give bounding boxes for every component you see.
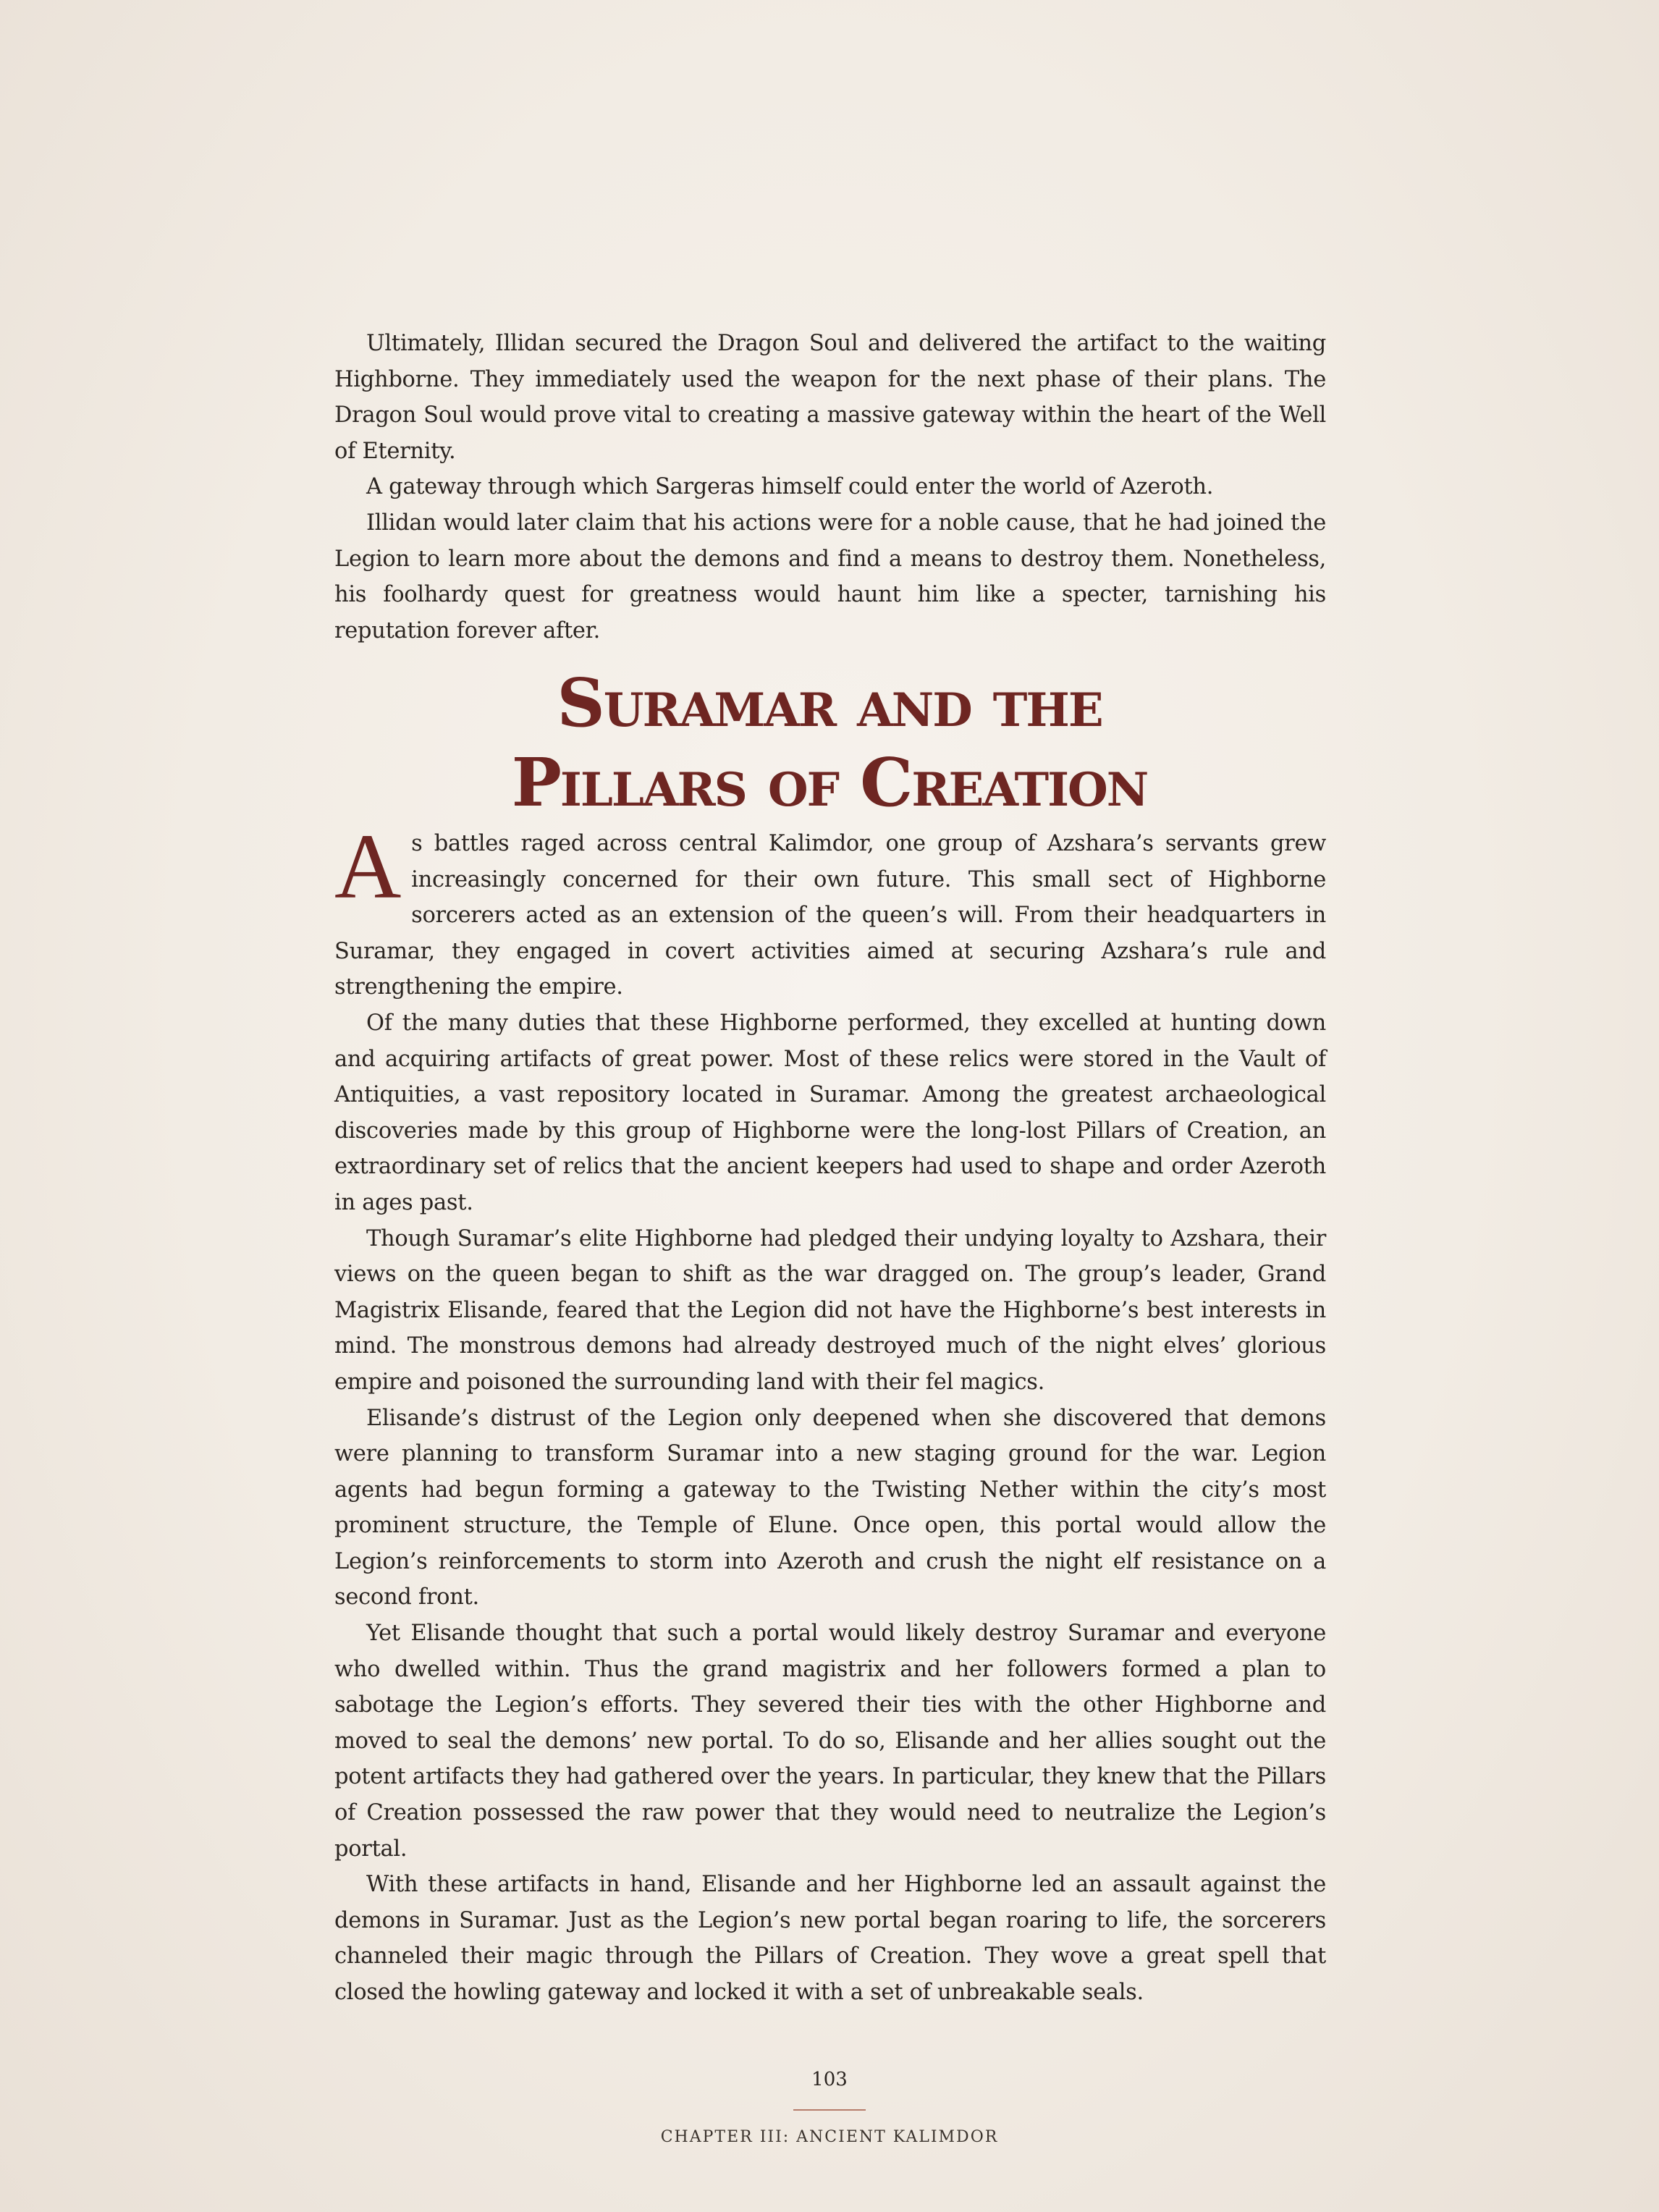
footer-divider xyxy=(793,2109,866,2111)
heading-line-2: Pillars of Creation xyxy=(511,743,1148,822)
body-paragraph: Elisande’s distrust of the Legion only deepened when she discovered that demons were planning to transform Suramar into a new staging ground for the war. Legion agents had begun forming a gateway to the Twisting Nether within the city’s most prominent structure, the Temple of Elune. Once open, this portal would allow the Legion’s reinforcements to storm into Azeroth and crush the night elf resistance on a second front. xyxy=(334,1405,1326,1611)
heading-line-1: Suramar and the xyxy=(557,664,1102,742)
section-heading xyxy=(290,663,1369,822)
page-number: 103 xyxy=(811,2069,848,2090)
section-body xyxy=(334,815,1326,2011)
intro-text xyxy=(334,326,1326,649)
body-paragraph: Though Suramar’s elite Highborne had pledged their undying loyalty to Azshara, their views on the queen began to shift as the war dragged on. The group’s leader, Grand Magistrix Elisande, feared that the Legion did not have the Highborne’s best interests in mind. The monstrous demons had already destroyed much of the night elves’ glorious empire and poisoned the surrounding land with their fel magics. xyxy=(334,1225,1326,1395)
drop-cap: A xyxy=(334,815,402,918)
intro-paragraph: A gateway through which Sargeras himself could enter the world of Azeroth. xyxy=(366,474,1214,500)
body-paragraph: Yet Elisande thought that such a portal would likely destroy Suramar and everyone who dwelled within. Thus the grand magistrix and her followers formed a plan to sabotage the Legion’s efforts. They severed their ties with the other Highborne and moved to seal the demons’ new portal. To do so, Elisande and her allies sought out the potent artifacts they had gathered over the years. In particular, they knew that the Pillars of Creation possessed the raw power that they would need to neutralize the Legion’s portal. xyxy=(334,1621,1326,1862)
chapter-footer: CHAPTER III: ANCIENT KALIMDOR xyxy=(660,2128,999,2146)
body-paragraph: Of the many duties that these Highborne performed, they excelled at hunting down and acquiring artifacts of great power. Most of these relics were stored in the Vault of Antiquities, a vast repository located in Suramar. Among the greatest archaeological discoveries made by this group of Highborne were the long-lost Pillars of Creation, an extraordinary set of relics that the ancient keepers had used to shape and order Azeroth in ages past. xyxy=(334,1010,1326,1215)
first-paragraph-text: s battles raged across central Kalimdor, one group of Azshara’s servants grew increasingly concerned for their own future. This small sect of Highborne sorcerers acted as an extension of the queen’s will. From their headquarters in Suramar, they engaged in covert activities aimed at securing Azshara’s rule and strengthening the empire. xyxy=(334,831,1326,1000)
first-paragraph xyxy=(334,815,1326,1005)
intro-paragraph: Illidan would later claim that his actions were for a noble cause, that he had joined the Legion to learn more about the demons and find a means to destroy them. Nonetheless, his foolhardy quest for greatness would haunt him like a specter, tarnishing his reputation forever after. xyxy=(334,510,1326,643)
body-paragraph: With these artifacts in hand, Elisande and her Highborne led an assault against the demons in Suramar. Just as the Legion’s new portal began roaring to life, the sorcerers channeled their magic through the Pillars of Creation. They wove a great spell that closed the howling gateway and locked it with a set of unbreakable seals. xyxy=(334,1872,1326,2005)
intro-paragraph: Ultimately, Illidan secured the Dragon Soul and delivered the artifact to the waiting Highborne. They immediately used the weapon for the next phase of their plans. The Dragon Soul would prove vital to creating a massive gateway within the heart of the Well of Eternity. xyxy=(334,331,1326,464)
